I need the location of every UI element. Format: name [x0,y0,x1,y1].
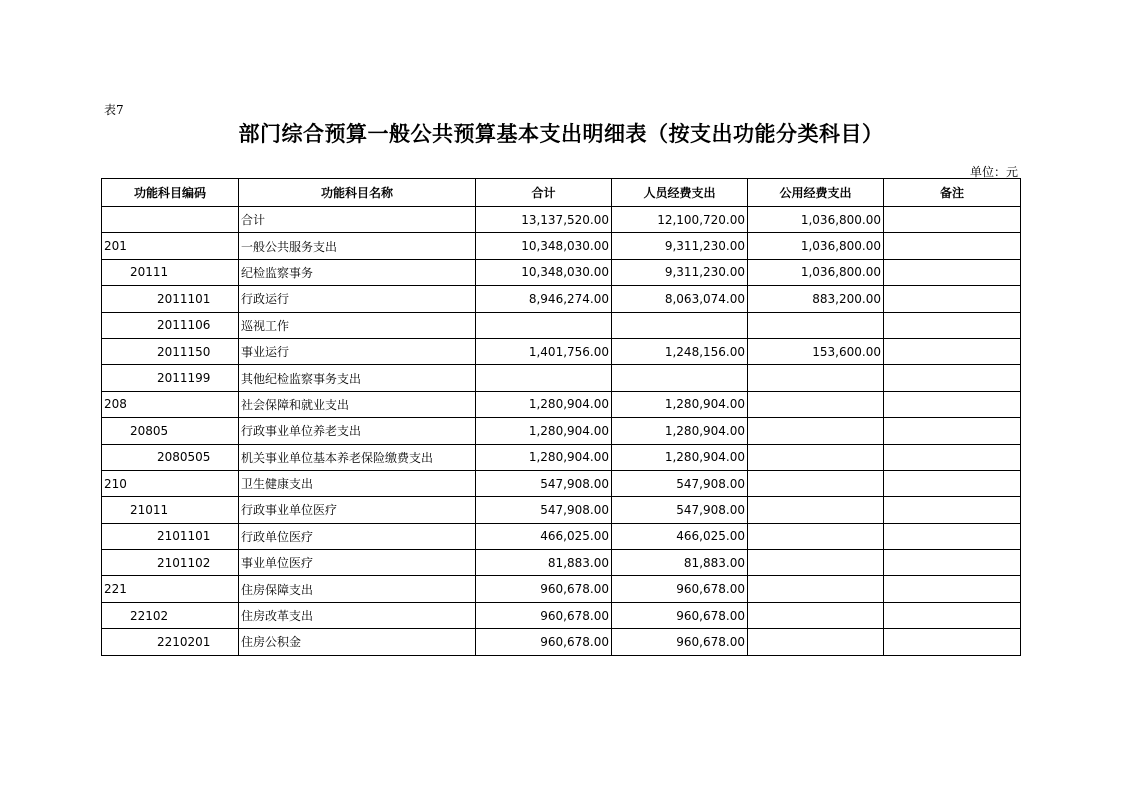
personnel-cell: 9,311,230.00 [612,259,748,285]
table-row [102,259,1021,285]
personnel-cell: 547,908.00 [612,470,748,496]
note-cell [884,497,1021,523]
personnel-cell: 1,280,904.00 [612,444,748,470]
total-cell: 1,280,904.00 [476,444,612,470]
code-cell: 208 [102,391,239,417]
table-row [102,576,1021,602]
header-personnel: 人员经费支出 [612,179,748,207]
code-cell: 2080505 [102,444,239,470]
public-cell [748,444,884,470]
total-cell: 81,883.00 [476,550,612,576]
code-cell: 20805 [102,418,239,444]
name-cell: 一般公共服务支出 [239,233,476,259]
total-cell [476,365,612,391]
header-name: 功能科目名称 [239,179,476,207]
total-cell [476,312,612,338]
personnel-cell: 1,248,156.00 [612,338,748,364]
table-row [102,207,1021,233]
personnel-cell [612,312,748,338]
code-cell: 2101102 [102,550,239,576]
header-code: 功能科目编码 [102,179,239,207]
name-cell: 其他纪检监察事务支出 [239,365,476,391]
code-cell: 20111 [102,259,239,285]
note-cell [884,312,1021,338]
name-cell: 巡视工作 [239,312,476,338]
name-cell: 行政事业单位养老支出 [239,418,476,444]
note-cell [884,259,1021,285]
personnel-cell: 960,678.00 [612,629,748,655]
name-cell: 机关事业单位基本养老保险缴费支出 [239,444,476,470]
name-cell: 行政事业单位医疗 [239,497,476,523]
public-cell: 1,036,800.00 [748,207,884,233]
name-cell: 合计 [239,207,476,233]
table-header-row [102,179,1021,207]
name-cell: 社会保障和就业支出 [239,391,476,417]
page-title: 部门综合预算一般公共预算基本支出明细表（按支出功能分类科目） [238,122,884,146]
table-row [102,365,1021,391]
note-cell [884,286,1021,312]
note-cell [884,523,1021,549]
unit-label: 单位：元 [969,165,1018,179]
public-cell [748,576,884,602]
name-cell: 行政单位医疗 [239,523,476,549]
table-row [102,497,1021,523]
note-cell [884,365,1021,391]
table-row [102,550,1021,576]
total-cell: 8,946,274.00 [476,286,612,312]
name-cell: 纪检监察事务 [239,259,476,285]
personnel-cell: 81,883.00 [612,550,748,576]
code-cell: 2011150 [102,338,239,364]
code-cell: 2011101 [102,286,239,312]
total-cell: 1,401,756.00 [476,338,612,364]
code-cell [102,207,239,233]
public-cell [748,470,884,496]
name-cell: 事业运行 [239,338,476,364]
personnel-cell: 1,280,904.00 [612,391,748,417]
code-cell: 221 [102,576,239,602]
public-cell: 1,036,800.00 [748,233,884,259]
name-cell: 住房公积金 [239,629,476,655]
name-cell: 行政运行 [239,286,476,312]
expenditure-table [101,178,1021,656]
table-row [102,391,1021,417]
code-cell: 21011 [102,497,239,523]
note-cell [884,444,1021,470]
personnel-cell: 547,908.00 [612,497,748,523]
total-cell: 547,908.00 [476,470,612,496]
public-cell [748,629,884,655]
public-cell [748,365,884,391]
public-cell [748,497,884,523]
code-cell: 201 [102,233,239,259]
public-cell: 153,600.00 [748,338,884,364]
total-cell: 960,678.00 [476,629,612,655]
public-cell [748,312,884,338]
table-body [102,207,1021,656]
note-cell [884,470,1021,496]
public-cell: 883,200.00 [748,286,884,312]
table-row [102,312,1021,338]
note-cell [884,602,1021,628]
note-cell [884,391,1021,417]
note-cell [884,418,1021,444]
personnel-cell: 8,063,074.00 [612,286,748,312]
header-note: 备注 [884,179,1021,207]
table-number-label: 表7 [104,103,124,117]
total-cell: 1,280,904.00 [476,391,612,417]
code-cell: 2011106 [102,312,239,338]
note-cell [884,550,1021,576]
table-row [102,444,1021,470]
table-row [102,602,1021,628]
total-cell: 960,678.00 [476,576,612,602]
public-cell: 1,036,800.00 [748,259,884,285]
total-cell: 960,678.00 [476,602,612,628]
table-row [102,629,1021,655]
public-cell [748,550,884,576]
code-cell: 2210201 [102,629,239,655]
name-cell: 住房改革支出 [239,602,476,628]
total-cell: 10,348,030.00 [476,259,612,285]
public-cell [748,391,884,417]
public-cell [748,418,884,444]
personnel-cell [612,365,748,391]
code-cell: 2101101 [102,523,239,549]
note-cell [884,338,1021,364]
public-cell [748,602,884,628]
note-cell [884,576,1021,602]
table-row [102,286,1021,312]
code-cell: 2011199 [102,365,239,391]
total-cell: 1,280,904.00 [476,418,612,444]
name-cell: 事业单位医疗 [239,550,476,576]
personnel-cell: 12,100,720.00 [612,207,748,233]
header-public: 公用经费支出 [748,179,884,207]
personnel-cell: 960,678.00 [612,602,748,628]
table-row [102,338,1021,364]
personnel-cell: 9,311,230.00 [612,233,748,259]
note-cell [884,207,1021,233]
personnel-cell: 960,678.00 [612,576,748,602]
table-row [102,470,1021,496]
personnel-cell: 466,025.00 [612,523,748,549]
public-cell [748,523,884,549]
name-cell: 住房保障支出 [239,576,476,602]
note-cell [884,233,1021,259]
total-cell: 13,137,520.00 [476,207,612,233]
code-cell: 210 [102,470,239,496]
name-cell: 卫生健康支出 [239,470,476,496]
code-cell: 22102 [102,602,239,628]
total-cell: 547,908.00 [476,497,612,523]
total-cell: 466,025.00 [476,523,612,549]
table-row [102,418,1021,444]
note-cell [884,629,1021,655]
table-row [102,233,1021,259]
table-row [102,523,1021,549]
total-cell: 10,348,030.00 [476,233,612,259]
header-total: 合计 [476,179,612,207]
personnel-cell: 1,280,904.00 [612,418,748,444]
